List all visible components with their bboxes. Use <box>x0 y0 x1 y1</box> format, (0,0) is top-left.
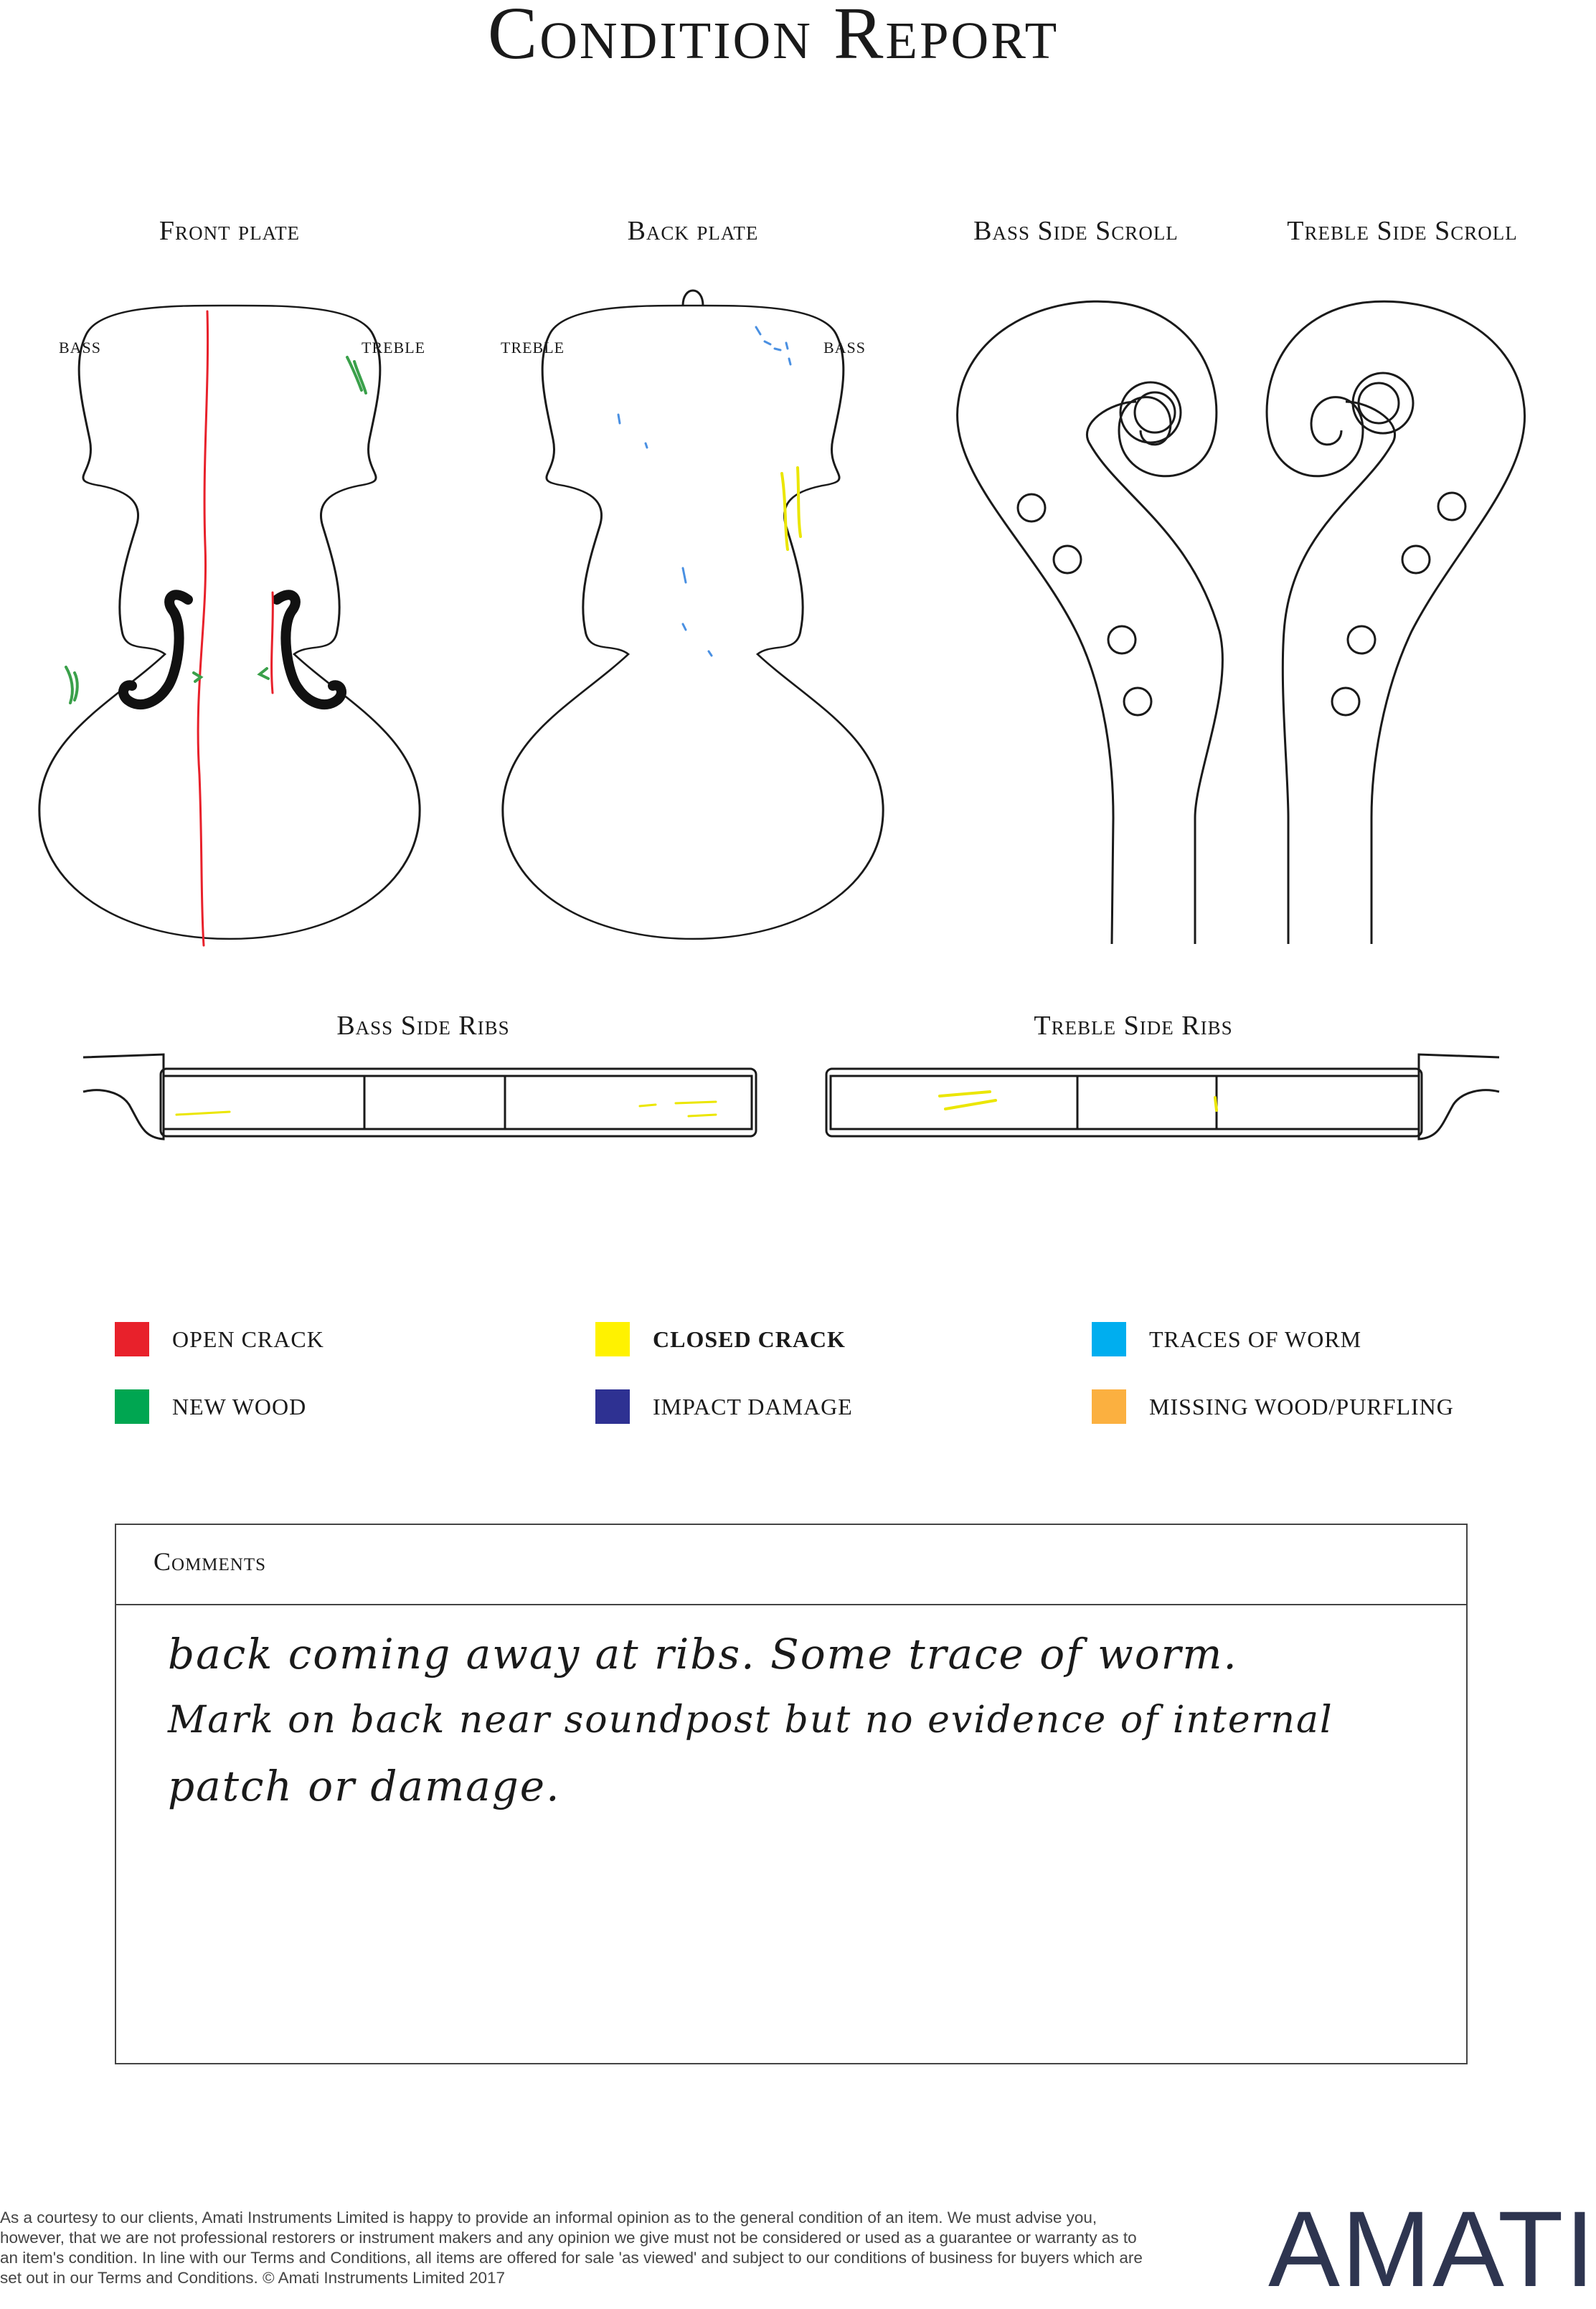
back-treble-label: TREBLE <box>501 339 565 356</box>
comment-line: back coming away at ribs. Some trace of worm. <box>168 1630 1238 1678</box>
comments-box <box>115 1524 1468 2064</box>
legend-label: TRACES OF WORM <box>1149 1326 1362 1352</box>
bass-scroll-drawing <box>958 301 1223 944</box>
legend-traces-of-worm <box>1092 1321 1361 1357</box>
front-treble-label: TREBLE <box>362 339 426 356</box>
legend-label: MISSING WOOD/PURFLING <box>1149 1393 1454 1420</box>
back-plate-drawing <box>503 306 883 939</box>
treble-side-ribs-label: Treble Side Ribs <box>1034 1011 1233 1041</box>
disclaimer-text: As a courtesy to our clients, Amati Instruments Limited is happy to provide an informal opinion as to the general condition of an item. We must advise you, however, that we are not professional restorers or instrument makers and any opinion we give must not be considered or used as a guarantee or warranty as to an item's condition. In line with our Terms and Conditions, all items are offered for sale 'as viewed' and subject to our conditions of business for buyers which are set out in our Terms and Conditions. © Amati Instruments Limited 2017 <box>0 2209 1143 2287</box>
missing-wood-swatch <box>1092 1389 1126 1424</box>
bass-ribs-damage-marks <box>176 1102 716 1116</box>
legend-missing-wood-purfling <box>1092 1389 1454 1425</box>
bass-side-ribs-drawing <box>83 1054 756 1139</box>
back-plate-damage-marks <box>618 327 801 656</box>
comments-text <box>116 1605 1466 1819</box>
back-plate-label: Back plate <box>627 216 759 246</box>
bass-side-scroll-label: Bass Side Scroll <box>973 216 1179 246</box>
front-plate-damage-marks <box>66 311 366 945</box>
back-bass-label: BASS <box>823 339 867 356</box>
front-plate-label: Front plate <box>159 216 301 246</box>
legend-new-wood <box>115 1389 306 1425</box>
open-crack-swatch <box>115 1322 149 1356</box>
treble-scroll-drawing <box>1267 301 1525 944</box>
front-bass-label: BASS <box>59 339 102 356</box>
traces-of-worm-swatch <box>1092 1322 1126 1356</box>
treble-side-ribs-drawing <box>826 1054 1499 1139</box>
legend-label: IMPACT DAMAGE <box>653 1393 853 1420</box>
legend-label: OPEN CRACK <box>172 1326 324 1352</box>
legend-impact-damage <box>595 1389 853 1425</box>
impact-damage-swatch <box>595 1389 630 1424</box>
treble-side-scroll-label: Treble Side Scroll <box>1287 216 1518 246</box>
legend-closed-crack <box>595 1321 846 1357</box>
comments-heading: Comments <box>116 1525 1466 1605</box>
bass-side-ribs-label: Bass Side Ribs <box>336 1011 510 1041</box>
back-plate-button <box>683 291 703 306</box>
report-title: Condition Report <box>487 0 1059 75</box>
comment-line: Mark on back near soundpost but no evidence of internal <box>168 1699 1333 1742</box>
legend-label: NEW WOOD <box>172 1393 307 1420</box>
amati-logo: AMATI <box>1268 2188 1596 2309</box>
legend-open-crack <box>115 1321 324 1357</box>
front-plate-drawing <box>39 306 420 939</box>
comment-line: patch or damage. <box>168 1762 561 1810</box>
closed-crack-swatch <box>595 1322 630 1356</box>
legend-label: CLOSED CRACK <box>653 1326 846 1352</box>
new-wood-swatch <box>115 1389 149 1424</box>
